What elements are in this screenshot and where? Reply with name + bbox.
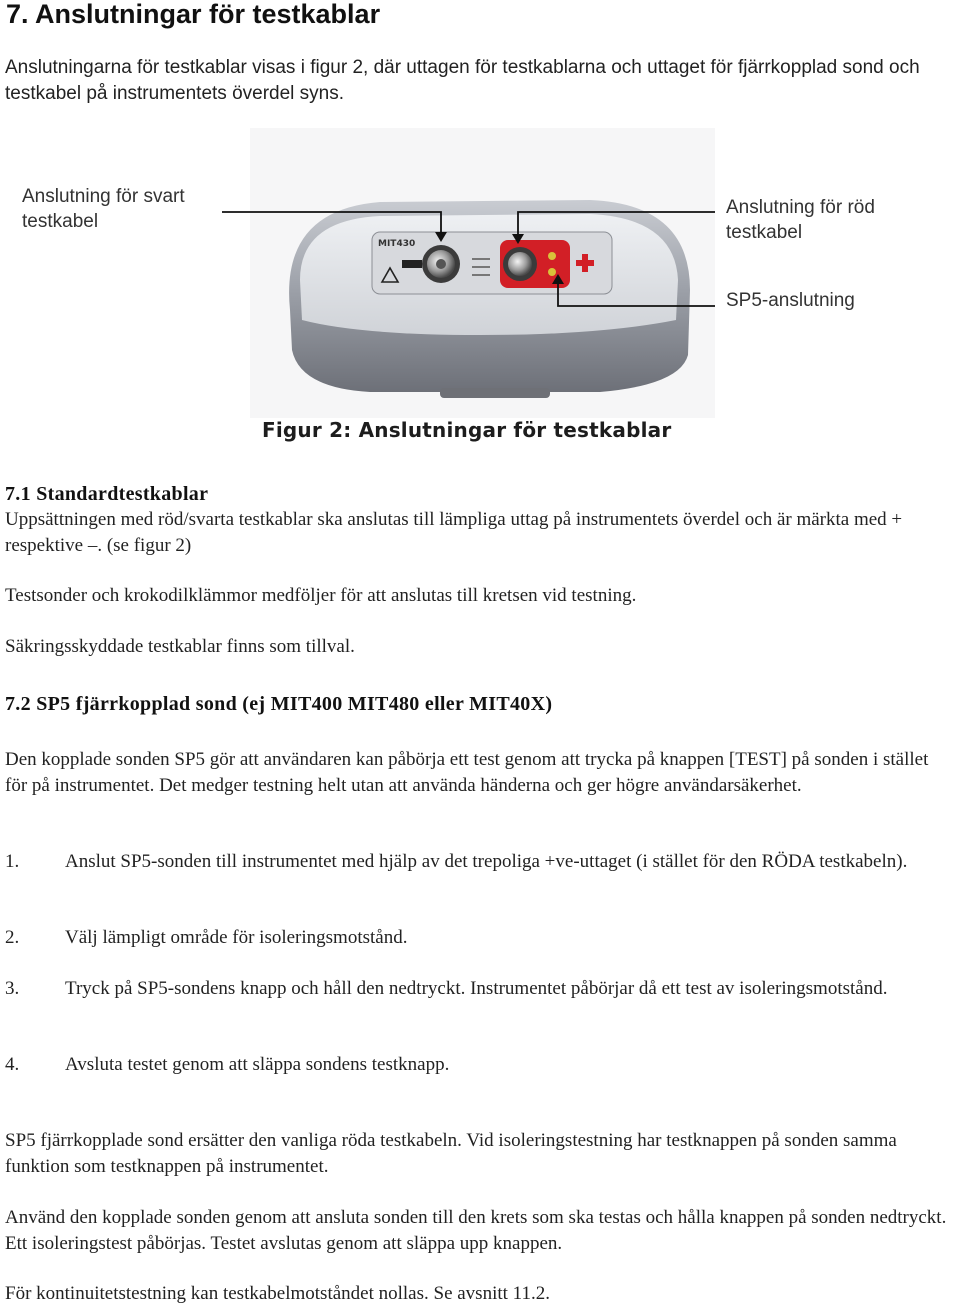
callout-sp5: SP5-anslutning [726,290,855,311]
intro-paragraph: Anslutningarna för testkablar visas i figur 2, där uttagen för testkablarna och uttaget för fjärrkopplad sond och testkabel på instrumentets överdel syns. [5,57,920,104]
callout-black-line2: testkabel [22,211,99,232]
section-7-2-heading: 7.2 SP5 fjärrkopplad sond (ej MIT400 MIT480 eller MIT40X) [5,693,553,715]
section-7-2-paragraph-3: Använd den kopplade sonden genom att ansluta sonden till den krets som ska testas och hålla knappen på sonden nedtryckt. Ett isoleringstest påbörjas. Testet avslutas genom att släppa upp knappen. [5,1207,947,1254]
minus-symbol [402,260,422,268]
step-2-number: 2. [5,927,20,948]
step-2-text: Välj lämpligt område för isoleringsmotstånd. [65,927,408,948]
step-1-text: Anslut SP5-sonden till instrumentet med hjälp av det trepoliga +ve-uttaget (i stället för den RÖDA testkabeln). [65,851,908,872]
step-4-number: 4. [5,1054,20,1075]
step-4-text: Avsluta testet genom att släppa sondens testknapp. [65,1054,450,1075]
section-7-1-paragraph-3: Säkringsskyddade testkablar finns som tillval. [5,636,355,657]
callout-black-line1: Anslutning för svart [22,186,185,207]
section-7-2-paragraph-2: SP5 fjärrkopplade sond ersätter den vanliga röda testkabeln. Vid isoleringstestning har testknappen på sonden samma funktion som testknappen på instrumentet. [5,1130,897,1177]
section-7-1-paragraph-2: Testsonder och krokodilklämmor medföljer för att anslutas till kretsen vid testning. [5,585,637,606]
section-7-1-paragraph-1: Uppsättningen med röd/svarta testkablar ska anslutas till lämpliga uttag på instrumentets överdel och är märkta med + respektive –. (se figur 2) [5,509,903,556]
page-title: 7. Anslutningar för testkablar [6,0,381,29]
callout-red-line1: Anslutning för röd [726,197,875,218]
step-1-number: 1. [5,851,20,872]
sp5-pin [548,252,556,260]
sp5-pin [548,268,556,276]
section-7-1-heading: 7.1 Standardtestkablar [5,483,209,505]
svg-text:MIT430: MIT430 [378,239,416,249]
figure-caption: Figur 2: Anslutningar för testkablar [262,418,672,442]
section-7-2-paragraph-4: För kontinuitetstestning kan testkabelmotståndet nollas. Se avsnitt 11.2. [5,1283,550,1304]
callout-red-line2: testkabel [726,222,803,243]
step-3-text: Tryck på SP5-sondens knapp och håll den nedtryckt. Instrumentet påbörjar då ett test av isoleringsmotstånd. [65,978,888,999]
step-3-number: 3. [5,978,20,999]
section-7-2-paragraph-1: Den kopplade sonden SP5 gör att användaren kan påbörja ett test genom att trycka på knappen [TEST] på sonden i stället för på instrumentet. Det medger testning helt utan att använda händerna och ger högre användarsäkerhet. [5,749,929,796]
